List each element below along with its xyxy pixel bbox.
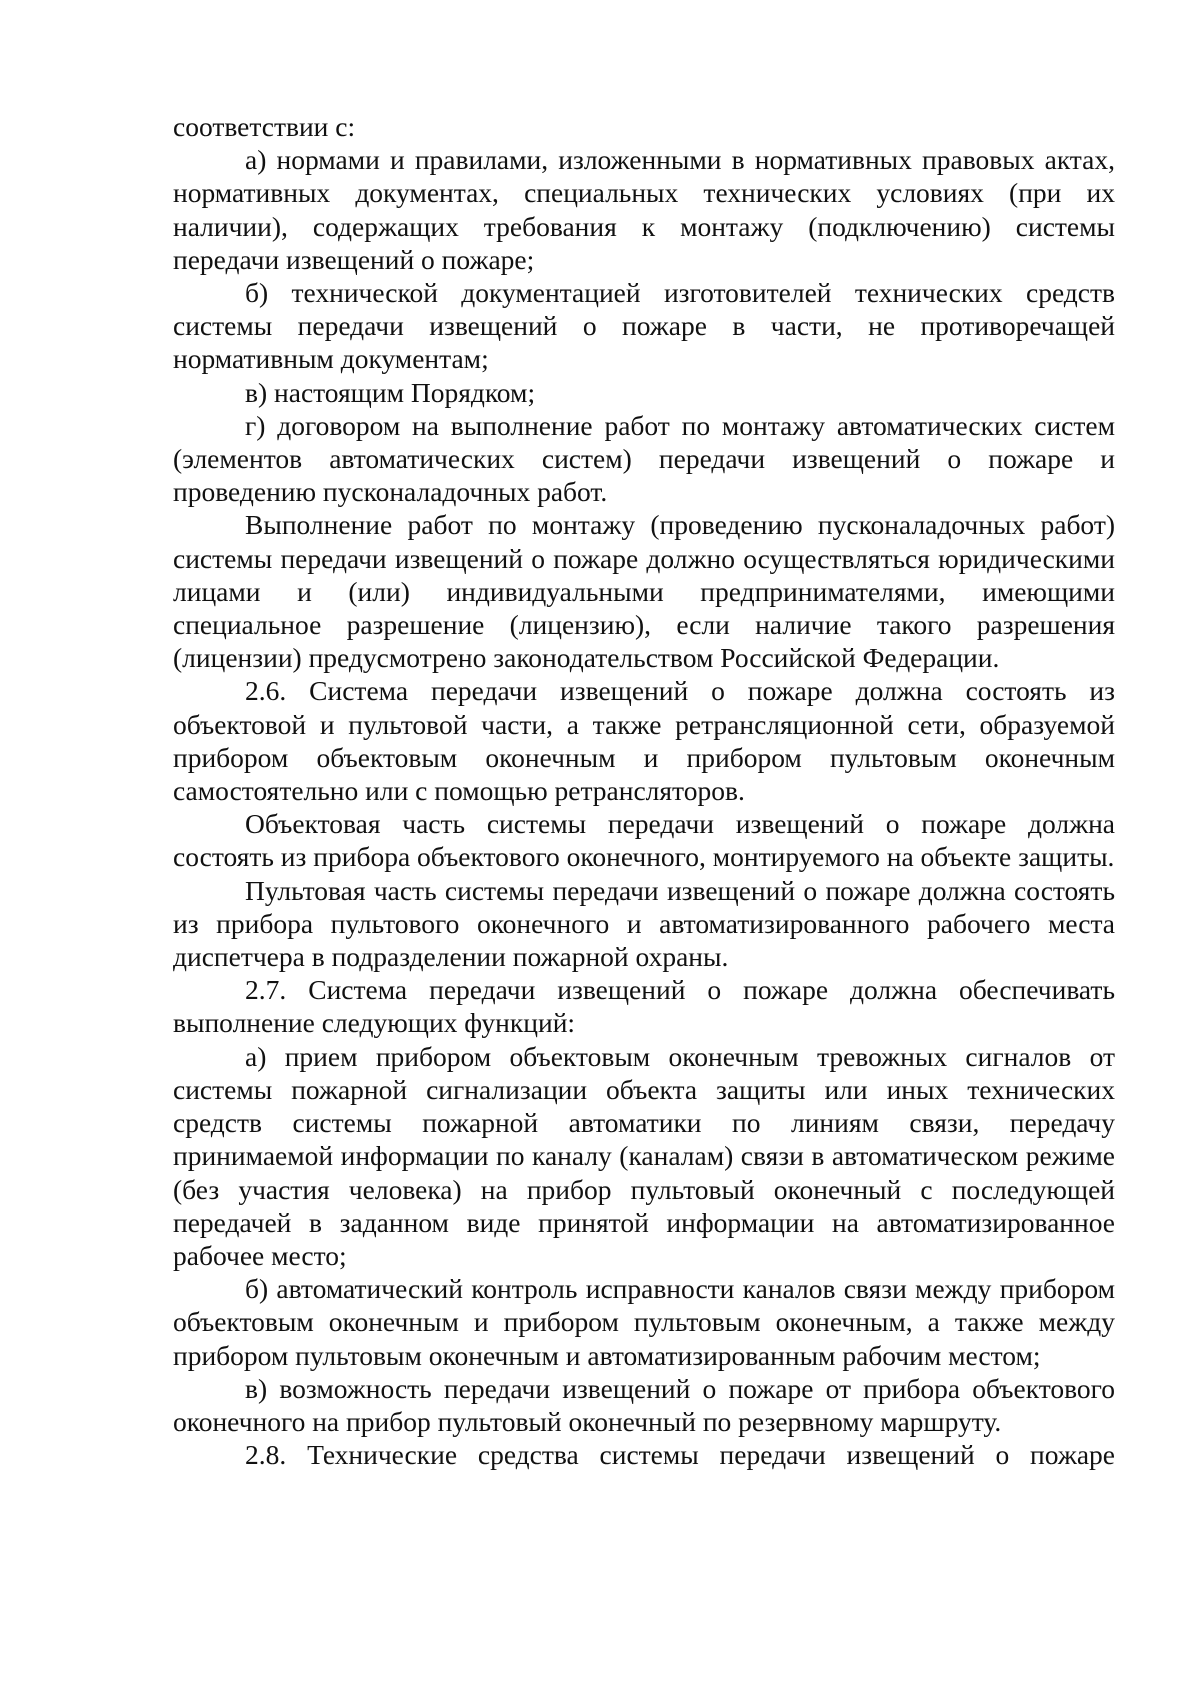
paragraph-item-a-norms: а) нормами и правилами, изложенными в нормативных правовых актах, нормативных документах, специальных технических условиях (при их наличии), содержащих требования к монтажу (подключению) системы передачи извещений о пожаре;: [173, 144, 1115, 275]
paragraph-item-v-procedure: в) настоящим Порядком;: [245, 376, 536, 408]
paragraph-section-2-8: 2.8. Технические средства системы передачи извещений о пожаре: [245, 1439, 1115, 1471]
paragraph-section-2-6: 2.6. Система передачи извещений о пожаре должна состоять из объектовой и пультовой части, а также ретрансляционной сети, образуемой прибором объектовым оконечным и прибором пультовым оконечным самостоятельно или с помощью ретрансляторов.: [173, 675, 1115, 807]
paragraph-function-b: б) автоматический контроль исправности каналов связи между прибором объектовым оконечным и прибором пультовым оконечным, а также между прибором пультовым оконечным и автоматизированным рабочим местом;: [173, 1273, 1115, 1371]
document-page: [173, 110, 1115, 1471]
paragraph-continuation: соответствии с:: [173, 111, 356, 142]
paragraph-installation-licensing: Выполнение работ по монтажу (проведению пусконаладочных работ) системы передачи извещений о пожаре должно осуществляться юридическими лицами и (или) индивидуальными предпринимателями, имеющими специальное разрешение (лицензию), если наличие такого разрешения (лицензии) предусмотрено законодательством Российской Федерации.: [173, 509, 1115, 674]
paragraph-function-v: в) возможность передачи извещений о пожаре от прибора объектового оконечного на прибор пультовый оконечный по резервному маршруту.: [173, 1372, 1115, 1437]
paragraph-item-g-contract: г) договором на выполнение работ по монтажу автоматических систем (элементов автоматических систем) передачи извещений о пожаре и проведению пусконаладочных работ.: [173, 409, 1115, 508]
paragraph-item-b-documentation: б) технической документацией изготовителей технических средств системы передачи извещений о пожаре в части, не противоречащей нормативным документам;: [173, 277, 1115, 375]
paragraph-function-a: а) прием прибором объектовым оконечным тревожных сигналов от системы пожарной сигнализации объекта защиты или иных технических средств системы пожарной автоматики по линиям связи, передачу принимаемой информации по каналу (каналам) связи в автоматическом режиме (без участия человека) на прибор пультовый оконечный с последующей передачей в заданном виде принятой информации на автоматизированное рабочее место;: [173, 1040, 1115, 1271]
paragraph-console-part: Пультовая часть системы передачи извещений о пожаре должна состоять из прибора пультового оконечного и автоматизированного рабочего места диспетчера в подразделении пожарной охраны.: [173, 874, 1115, 973]
paragraph-section-2-7: 2.7. Система передачи извещений о пожаре должна обеспечивать выполнение следующих функций:: [173, 974, 1115, 1039]
paragraph-object-part: Объектовая часть системы передачи извещений о пожаре должна состоять из прибора объектового оконечного, монтируемого на объекте защиты.: [173, 808, 1115, 873]
